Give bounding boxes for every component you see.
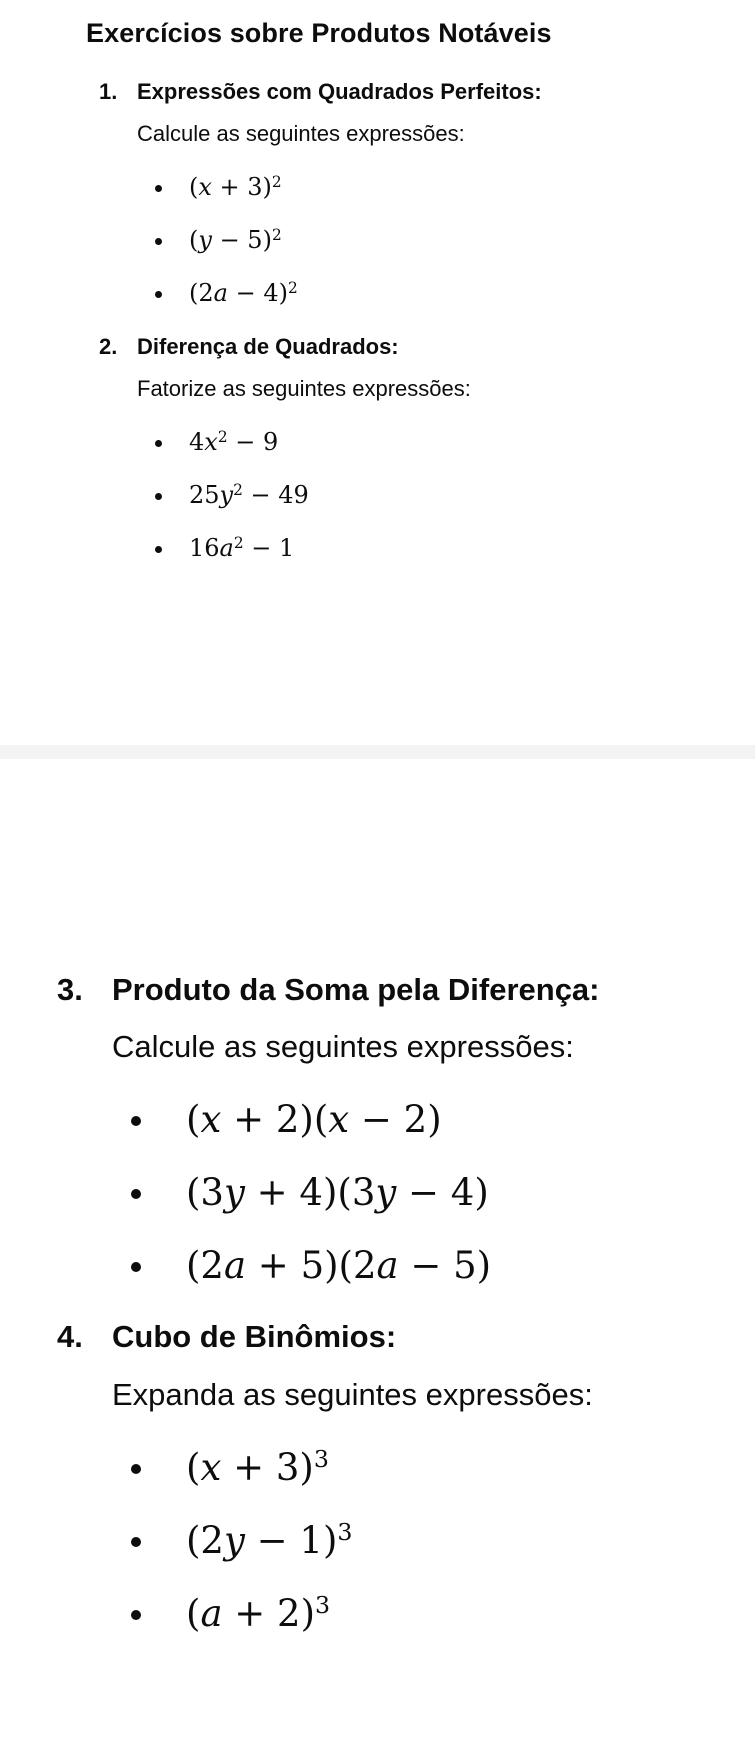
section-4-heading [57,1319,396,1355]
section-2-expressions [189,427,309,586]
bullet-icon [155,493,162,500]
page-title: Exercícios sobre Produtos Notáveis [86,18,552,48]
section-4-instruction: Expanda as seguintes expressões: [112,1377,593,1412]
section-3-heading [57,972,600,1008]
expression-item [189,533,309,586]
expression-item [186,1172,491,1245]
expression: $(a + 2)^3$ [186,1590,331,1635]
expression: $16a^2 - 1$ [189,533,295,562]
section-1-heading [99,79,542,105]
section-title: Cubo de Binômios: [112,1319,397,1354]
section-3-instruction: Calcule as seguintes expressões: [112,1029,574,1064]
panel-divider [0,745,755,759]
expression-item [186,1444,352,1520]
expression: $(x + 3)^2$ [189,172,282,201]
expression: $4x^2 - 9$ [189,427,279,456]
expression-item [189,278,298,331]
expression: (2a + 5)(2a − 5) [186,1244,492,1287]
expression: $25y^2 - 49$ [189,480,309,509]
expression-item [186,1245,491,1318]
section-2-heading [99,334,399,360]
expression-item [186,1590,352,1666]
section-number: 2. [99,334,118,359]
expression: $(2a - 4)^2$ [189,278,298,307]
section-4-expressions [186,1444,353,1666]
bullet-icon [155,546,162,553]
expression: $(2y - 1)^3$ [186,1517,353,1562]
expression: $(x + 3)^3$ [186,1444,329,1489]
section-number: 4. [57,1319,83,1354]
top-panel [0,0,755,745]
bullet-icon [131,1262,141,1272]
bullet-icon [155,238,162,245]
section-1-instruction: Calcule as seguintes expressões: [137,121,465,146]
bullet-icon [131,1116,141,1126]
section-title: Expressões com Quadrados Perfeitos: [137,79,542,104]
section-3-expressions [186,1099,491,1318]
bullet-icon [155,291,162,298]
section-number: 3. [57,972,83,1007]
expression-item [189,427,309,480]
expression-item [186,1099,491,1172]
bullet-icon [131,1464,141,1474]
section-number: 1. [99,79,118,104]
section-2-instruction: Fatorize as seguintes expressões: [137,376,471,401]
bullet-icon [131,1610,141,1620]
section-title: Produto da Soma pela Diferença: [112,972,600,1007]
expression-item [186,1517,353,1593]
expression-item [189,172,298,225]
bullet-icon [131,1189,141,1199]
bottom-panel [0,759,755,1757]
expression: (3y + 4)(3y − 4) [186,1171,489,1214]
expression: $(y - 5)^2$ [189,225,282,254]
bullet-icon [155,440,162,447]
expression-item [189,225,298,278]
bullet-icon [131,1537,141,1547]
expression-item [189,480,309,533]
section-1-expressions [189,172,298,331]
bullet-icon [155,185,162,192]
expression: (x + 2)(x − 2) [186,1098,442,1141]
section-title: Diferença de Quadrados: [137,334,399,359]
